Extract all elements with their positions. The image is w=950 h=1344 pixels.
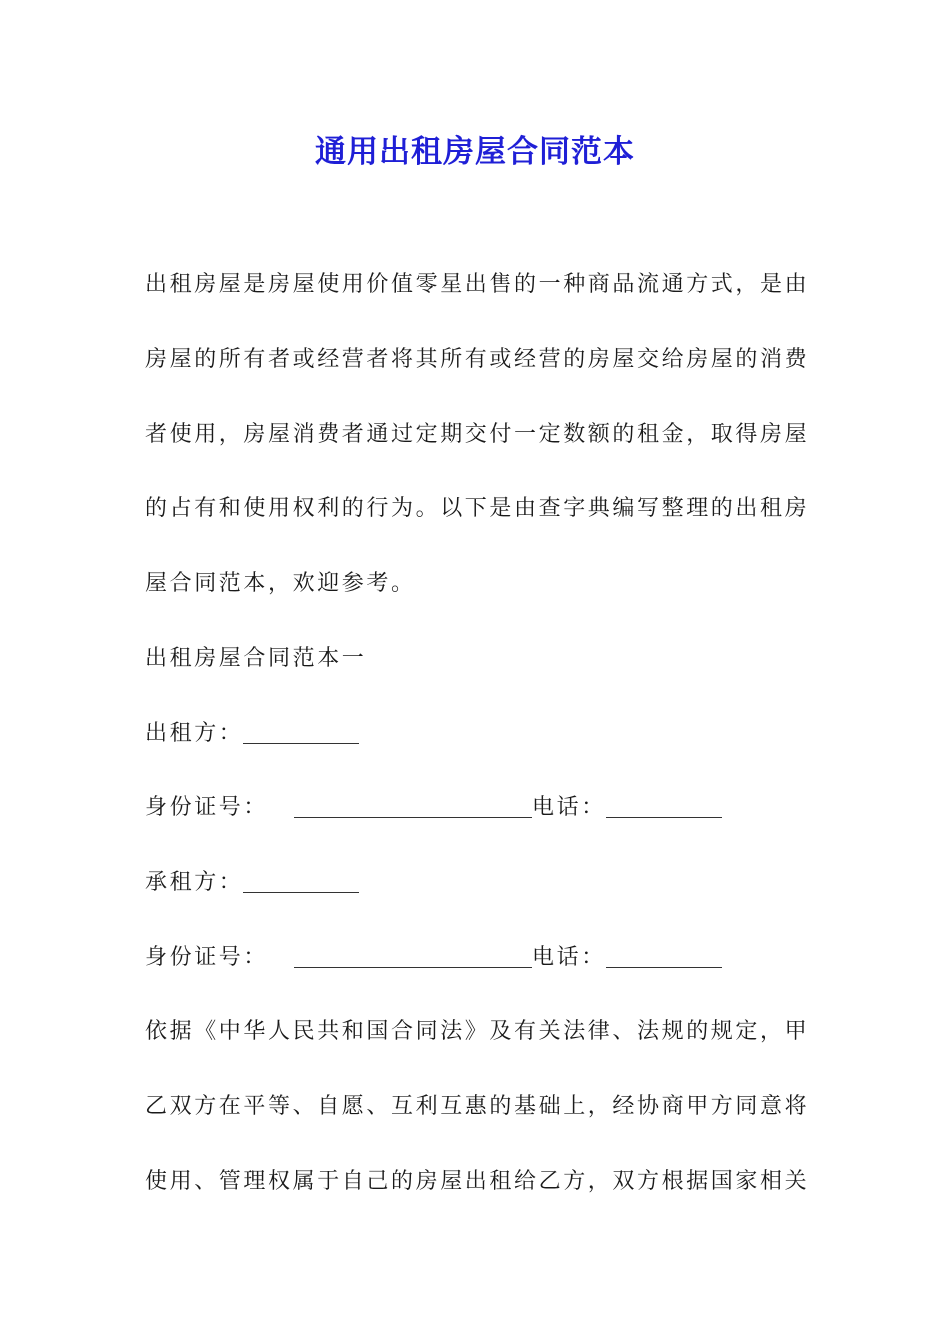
intro-line-4: 的占有和使用权利的行为。以下是由查字典编写整理的出租房 (145, 496, 810, 521)
intro-line-3: 者使用，房屋消费者通过定期交付一定数额的租金，取得房屋 (145, 422, 810, 447)
document-title: 通用出租房屋合同范本 (315, 134, 635, 170)
lessee-row (145, 868, 810, 898)
lessee-id-blank (294, 947, 532, 968)
lessor-id-label: 身份证号： (145, 795, 269, 820)
lessee-blank (243, 872, 359, 893)
lessor-id-row (145, 793, 810, 823)
intro-line-1: 出租房屋是房屋使用价值零星出售的一种商品流通方式，是由 (145, 272, 810, 297)
lessee-label: 承租方： (145, 870, 244, 895)
lessor-row (145, 719, 810, 749)
body-line-1: 依据《中华人民共和国合同法》及有关法律、法规的规定，甲 (145, 1019, 810, 1044)
section-heading: 出租房屋合同范本一 (145, 646, 367, 671)
intro-line-2: 房屋的所有者或经营者将其所有或经营的房屋交给房屋的消费 (145, 347, 810, 372)
lessor-blank (243, 723, 359, 744)
intro-line-5: 屋合同范本，欢迎参考。 (145, 571, 416, 596)
lessor-label: 出租方： (145, 721, 244, 746)
lessor-phone-blank (606, 797, 722, 818)
lessee-phone-label: 电话： (532, 945, 606, 970)
lessor-phone-label: 电话： (532, 795, 606, 820)
lessee-id-label: 身份证号： (145, 945, 269, 970)
lessor-id-blank (294, 797, 532, 818)
lessee-phone-blank (606, 947, 722, 968)
body-line-2: 乙双方在平等、自愿、互利互惠的基础上，经协商甲方同意将 (145, 1094, 810, 1119)
lessee-id-row (145, 943, 810, 973)
body-line-3: 使用、管理权属于自己的房屋出租给乙方，双方根据国家相关 (145, 1169, 810, 1194)
